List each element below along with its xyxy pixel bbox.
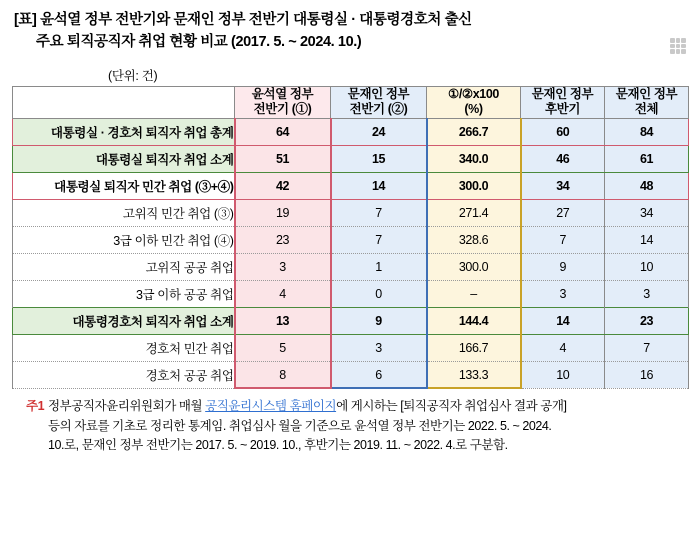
row-ratio: 300.0	[427, 253, 521, 280]
row-label: 대통령실 · 경호처 퇴직자 취업 총계	[13, 118, 235, 145]
row-ratio: 340.0	[427, 145, 521, 172]
header-moon-total	[605, 86, 689, 118]
row-moon-second-half: 27	[521, 199, 605, 226]
row-label: 대통령실 퇴직자 취업 소계	[13, 145, 235, 172]
header-yoon-first-half	[235, 86, 331, 118]
footnote-line-1	[48, 397, 678, 416]
row-moon-second-half: 34	[521, 172, 605, 199]
footnote-marker: 주1	[26, 399, 45, 414]
row-moon-first-half: 7	[331, 199, 427, 226]
unit-label: (단위: 건)	[108, 68, 158, 83]
row-moon-total: 34	[605, 199, 689, 226]
row-moon-total: 14	[605, 226, 689, 253]
header-yoon-first-half-l1: 윤석열 정부	[251, 86, 314, 101]
row-yoon-first-half: 5	[235, 334, 331, 361]
row-moon-first-half: 24	[331, 118, 427, 145]
row-label: 고위직 공공 취업	[13, 253, 235, 280]
footnote	[26, 397, 678, 455]
row-ratio: 144.4	[427, 307, 521, 334]
row-moon-first-half: 0	[331, 280, 427, 307]
row-moon-second-half: 14	[521, 307, 605, 334]
row-moon-first-half: 9	[331, 307, 427, 334]
row-moon-first-half: 6	[331, 361, 427, 388]
header-ratio-l1: ①/②x100	[448, 86, 499, 101]
row-moon-total: 61	[605, 145, 689, 172]
row-ratio: 300.0	[427, 172, 521, 199]
row-moon-total: 23	[605, 307, 689, 334]
row-yoon-first-half: 13	[235, 307, 331, 334]
header-yoon-first-half-l2: 전반기 (①)	[253, 102, 312, 117]
row-label: 대통령실 퇴직자 민간 취업 (③+④)	[13, 172, 235, 199]
header-moon-first-half-l2: 전반기 (②)	[349, 102, 408, 117]
public-ethics-system-link[interactable]: 공직윤리시스템 홈페이지	[205, 399, 337, 414]
table-row	[13, 199, 689, 226]
footnote-line-3: 10.로, 문재인 정부 전반기는 2017. 5. ~ 2019. 10., 후반기는 2019. 11. ~ 2022. 4.로 구분함.	[48, 438, 508, 452]
table-row	[13, 253, 689, 280]
row-yoon-first-half: 42	[235, 172, 331, 199]
row-label: 3급 이하 민간 취업 (④)	[13, 226, 235, 253]
table-row	[13, 226, 689, 253]
row-moon-total: 16	[605, 361, 689, 388]
footnote-line-2: 등의 자료를 기초로 정리한 통계임. 취업심사 월을 기준으로 윤석열 정부 전반기는 2022. 5. ~ 2024.	[48, 418, 552, 433]
row-moon-total: 3	[605, 280, 689, 307]
row-moon-total: 10	[605, 253, 689, 280]
table-title	[14, 10, 688, 54]
comparison-table	[12, 86, 689, 390]
row-label: 경호처 민간 취업	[13, 334, 235, 361]
row-ratio: 271.4	[427, 199, 521, 226]
header-moon-first-half	[331, 86, 427, 118]
row-moon-first-half: 1	[331, 253, 427, 280]
row-yoon-first-half: 8	[235, 361, 331, 388]
unit-row	[12, 64, 688, 82]
row-yoon-first-half: 23	[235, 226, 331, 253]
table-header-row	[13, 86, 689, 118]
header-ratio	[427, 86, 521, 118]
row-ratio: 133.3	[427, 361, 521, 388]
row-ratio: 166.7	[427, 334, 521, 361]
row-moon-second-half: 60	[521, 118, 605, 145]
row-yoon-first-half: 64	[235, 118, 331, 145]
header-blank	[13, 86, 235, 118]
title-line-1: [표] 윤석열 정부 전반기와 문재인 정부 전반기 대통령실 · 대통령경호처 출신	[14, 12, 472, 28]
table-row	[13, 118, 689, 145]
row-moon-second-half: 46	[521, 145, 605, 172]
table-row	[13, 361, 689, 388]
table-row	[13, 280, 689, 307]
header-moon-total-l1: 문재인 정부	[615, 86, 678, 101]
row-moon-second-half: 4	[521, 334, 605, 361]
row-ratio: 328.6	[427, 226, 521, 253]
table-row	[13, 172, 689, 199]
header-moon-second-half-l2: 후반기	[544, 102, 581, 117]
row-moon-total: 7	[605, 334, 689, 361]
title-line-2: 주요 퇴직공직자 취업 현황 비교 (2017. 5. ~ 2024. 10.)	[36, 33, 362, 50]
footnote-text-part2: 에 게시하는 [퇴직공직자 취업심사 결과 공개]	[336, 399, 567, 414]
header-ratio-l2: (%)	[464, 102, 483, 117]
row-yoon-first-half: 4	[235, 280, 331, 307]
row-yoon-first-half: 19	[235, 199, 331, 226]
row-moon-first-half: 3	[331, 334, 427, 361]
row-moon-second-half: 10	[521, 361, 605, 388]
row-ratio: 266.7	[427, 118, 521, 145]
row-label: 고위직 민간 취업 (③)	[13, 199, 235, 226]
row-moon-second-half: 3	[521, 280, 605, 307]
table-row	[13, 334, 689, 361]
row-yoon-first-half: 51	[235, 145, 331, 172]
row-label: 3급 이하 공공 취업	[13, 280, 235, 307]
row-label: 대통령경호처 퇴직자 취업 소계	[13, 307, 235, 334]
row-ratio: –	[427, 280, 521, 307]
row-moon-first-half: 7	[331, 226, 427, 253]
row-yoon-first-half: 3	[235, 253, 331, 280]
row-moon-total: 84	[605, 118, 689, 145]
header-moon-second-half	[521, 86, 605, 118]
table-row	[13, 145, 689, 172]
grip-icon	[670, 38, 686, 54]
header-moon-total-l2: 전체	[634, 102, 659, 117]
row-label: 경호처 공공 취업	[13, 361, 235, 388]
row-moon-total: 48	[605, 172, 689, 199]
row-moon-first-half: 14	[331, 172, 427, 199]
row-moon-second-half: 9	[521, 253, 605, 280]
header-moon-second-half-l1: 문재인 정부	[531, 86, 594, 101]
header-moon-first-half-l1: 문재인 정부	[347, 86, 410, 101]
footnote-text-part1: 정부공직자윤리위원회가 매월	[48, 399, 206, 414]
row-moon-second-half: 7	[521, 226, 605, 253]
row-moon-first-half: 15	[331, 145, 427, 172]
table-row	[13, 307, 689, 334]
